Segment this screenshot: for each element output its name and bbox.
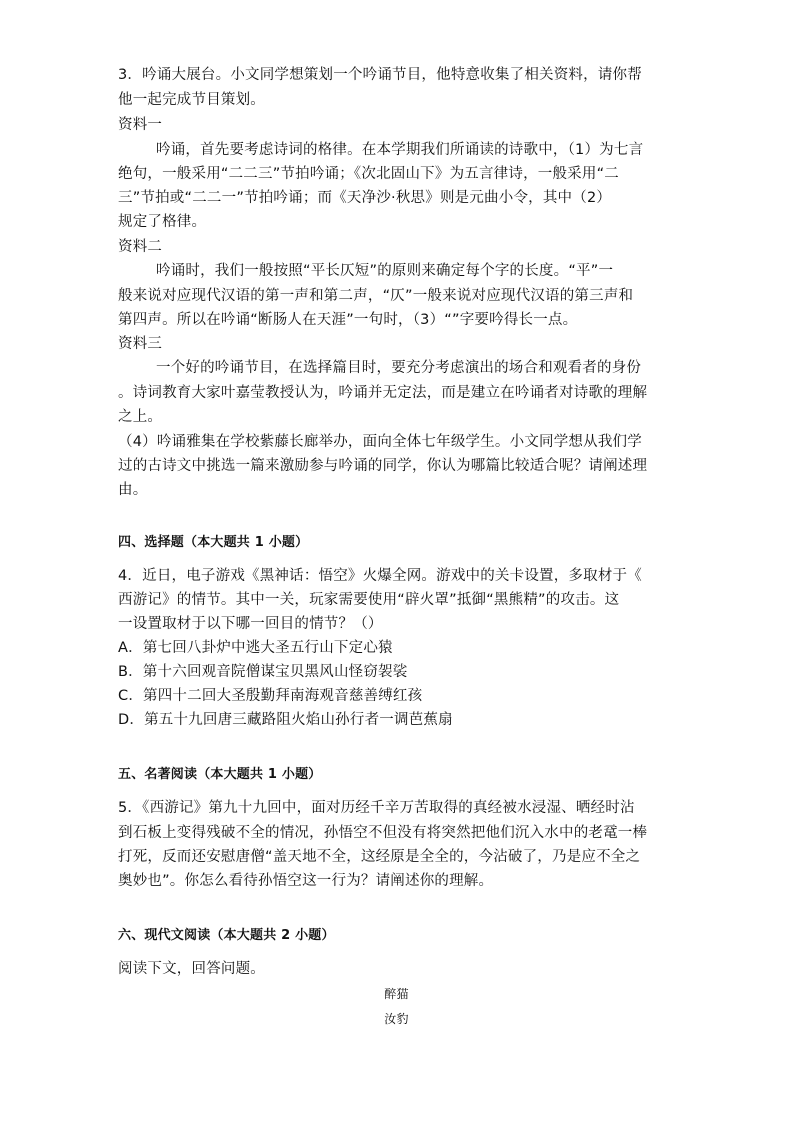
q3-intro-line-1: 3．吟诵大展台。小文同学想策划一个吟诵节目，他特意收集了相关资料，请你帮 (118, 67, 642, 83)
material-2-line-1: 吟诵时，我们一般按照“平长仄短”的原则来确定每个字的长度。“平”一 (156, 263, 614, 279)
q3-intro-line-2: 他一起完成节目策划。 (118, 92, 265, 108)
q4-option-b: B．第十六回观音院僧谋宝贝黑风山怪窃袈裟 (118, 664, 408, 680)
material-3-line-1: 一个好的吟诵节目，在选择篇目时，要充分考虑演出的场合和观看者的身份 (156, 360, 642, 376)
q3-part4-line-1: （4）吟诵雅集在学校紫藤长廊举办，面向全体七年级学生。小文同学想从我们学 (118, 434, 642, 450)
material-2-line-2: 般来说对应现代汉语的第一声和第二声，“仄”一般来说对应现代汉语的第三声和 (118, 288, 634, 304)
section-6-heading: 六、现代文阅读（本大题共 2 小题） (118, 928, 335, 943)
q4-line-2: 西游记》的情节。其中一关，玩家需要使用“辟火罩”抵御“黑熊精”的攻击。这 (118, 592, 620, 608)
q5-line-3: 打死，反而还安慰唐僧“盖天地不全，这经原是全全的，今沾破了，乃是应不全之 (118, 849, 641, 865)
material-1-line-1: 吟诵，首先要考虑诗词的格律。在本学期我们所诵读的诗歌中，（1）为七言 (156, 142, 644, 158)
article-author: 汝豹 (384, 1012, 409, 1026)
q4-line-1: 4．近日，电子游戏《黑神话：悟空》火爆全网。游戏中的关卡设置，多取材于《 (118, 568, 642, 584)
q5-line-1: 5．《西游记》第九十九回中，面对历经千辛万苦取得的真经被水浸湿、晒经时沾 (118, 800, 635, 816)
q5-line-4: 奥妙也”。你怎么看待孙悟空这一行为？请阐述你的理解。 (118, 873, 494, 889)
q3-part4-line-2: 过的古诗文中挑选一篇来激励参与吟诵的同学，你认为哪篇比较适合呢？请阐述理 (118, 458, 648, 474)
q4-line-3: 一设置取材于以下哪一回目的情节？（） (118, 616, 383, 632)
q3-part4-line-3: 由。 (118, 482, 148, 498)
q4-option-d: D．第五十九回唐三藏路阻火焰山孙行者一调芭蕉扇 (118, 712, 453, 728)
material-1-line-4: 规定了格律。 (118, 214, 207, 230)
material-2-label: 资料二 (118, 239, 163, 255)
material-2-line-3: 第四声。所以在吟诵“断肠人在天涯”一句时，（3）“”字要吟得长一点。 (118, 312, 578, 328)
q5-line-2: 到石板上变得残破不全的情况，孙悟空不但没有将突然把他们沉入水中的老鼋一棒 (118, 825, 648, 841)
article-title: 醉猫 (384, 987, 409, 1001)
material-3-label: 资料三 (118, 336, 163, 352)
section-5-heading: 五、名著阅读（本大题共 1 小题） (118, 767, 322, 782)
section-4-heading: 四、选择题（本大题共 1 小题） (118, 535, 309, 550)
q4-option-c: C．第四十二回大圣殷勤拜南海观音慈善缚红孩 (118, 688, 423, 704)
material-1-line-2: 绝句，一般采用“二二三”节拍吟诵；《次北固山下》为五言律诗，一般采用“二 (118, 166, 619, 182)
material-3-line-3: 之上。 (118, 409, 163, 425)
q4-option-a: A．第七回八卦炉中逃大圣五行山下定心猿 (118, 640, 393, 656)
reading-instruction: 阅读下文，回答问题。 (118, 961, 265, 977)
material-1-label: 资料一 (118, 117, 163, 133)
material-1-line-3: 三”节拍或“二二一”节拍吟诵；而《天净沙·秋思》则是元曲小令，其中（2） (118, 190, 612, 206)
material-3-line-2: 。诗词教育大家叶嘉莹教授认为，吟诵并无定法，而是建立在吟诵者对诗歌的理解 (118, 385, 648, 401)
